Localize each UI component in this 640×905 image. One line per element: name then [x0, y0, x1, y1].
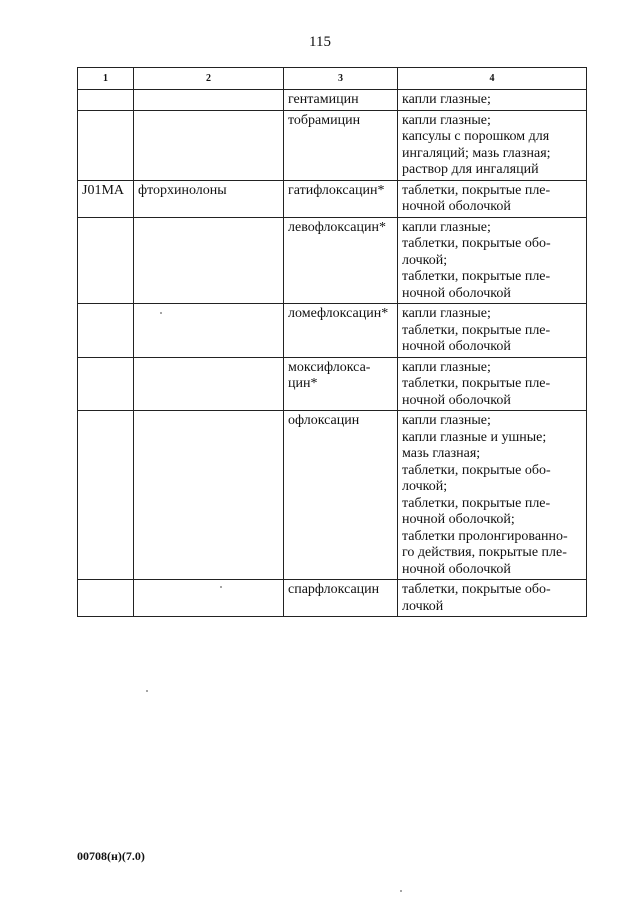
page-number: 115	[309, 34, 331, 50]
drug-name-cell	[284, 580, 398, 617]
dosage-form-line: раствор для ингаляций	[402, 162, 539, 177]
dosage-form-line: лочкой;	[402, 252, 448, 268]
dosage-form-line: капли глазные;	[402, 219, 491, 235]
atc-code-cell	[78, 580, 134, 617]
drug-group-cell	[134, 580, 284, 617]
drug-name-line: гатифлоксацин*	[288, 182, 385, 198]
drug-name-cell	[284, 357, 398, 411]
drug-name-line: ломефлоксацин*	[288, 306, 389, 321]
drug-name-cell	[284, 411, 398, 580]
dosage-form-line: таблетки, покрытые обо-	[402, 462, 551, 478]
dosage-form-line: капли глазные и ушные;	[402, 429, 547, 445]
table-row	[78, 180, 587, 217]
column-header: 1	[78, 68, 134, 90]
drug-name-cell	[284, 180, 398, 217]
drug-group-cell	[134, 110, 284, 180]
dosage-form-line: таблетки пролонгированно-	[402, 528, 568, 544]
dosage-form-line: капли глазные;	[402, 112, 491, 128]
column-header: 2	[134, 68, 284, 90]
drug-name-line: цин*	[288, 376, 318, 391]
atc-code-cell: J01MA	[78, 180, 134, 217]
dosage-forms-cell	[398, 180, 587, 217]
scan-speck	[160, 312, 162, 314]
dosage-forms-cell	[398, 580, 587, 617]
dosage-form-line: таблетки, покрытые пле-	[402, 269, 551, 284]
dosage-form-line: таблетки, покрытые пле-	[402, 376, 551, 391]
dosage-form-line: таблетки, покрытые пле-	[402, 322, 551, 338]
drug-group-cell	[134, 357, 284, 411]
table-row	[78, 304, 587, 358]
table-row	[78, 411, 587, 580]
drug-group-cell	[134, 411, 284, 580]
atc-code-cell	[78, 357, 134, 411]
dosage-forms-cell	[398, 357, 587, 411]
dosage-form-line: ночной оболочкой	[402, 339, 511, 354]
scan-speck	[146, 690, 148, 692]
dosage-forms-cell	[398, 90, 587, 111]
atc-code-cell	[78, 110, 134, 180]
dosage-form-line: мазь глазная;	[402, 446, 481, 461]
table-row	[78, 110, 587, 180]
atc-code-cell	[78, 411, 134, 580]
drug-name-cell	[284, 217, 398, 304]
header-row	[78, 68, 587, 90]
dosage-forms-cell	[398, 304, 587, 358]
dosage-form-line: капли глазные;	[402, 306, 491, 321]
drug-name-line: офлоксацин	[288, 413, 360, 428]
dosage-form-line: ночной оболочкой	[402, 561, 511, 577]
drug-group-cell	[134, 217, 284, 304]
dosage-forms-cell	[398, 411, 587, 580]
atc-code-cell	[78, 304, 134, 358]
table-row	[78, 90, 587, 111]
drug-group-cell: фторхинолоны	[134, 180, 284, 217]
drug-name-line: левофлоксацин*	[288, 219, 386, 235]
table-row	[78, 217, 587, 304]
drug-name-line: моксифлокса-	[288, 359, 371, 375]
dosage-form-line: таблетки, покрытые пле-	[402, 182, 551, 198]
dosage-form-line: таблетки, покрытые обо-	[402, 582, 551, 597]
dosage-form-line: лочкой	[402, 598, 444, 614]
column-header: 4	[398, 68, 587, 90]
dosage-form-line: го действия, покрытые пле-	[402, 545, 567, 560]
dosage-forms-cell	[398, 110, 587, 180]
drug-group-cell	[134, 90, 284, 111]
dosage-form-line: ночной оболочкой;	[402, 512, 515, 527]
dosage-form-line: капсулы с порошком для	[402, 129, 550, 144]
dosage-form-line: ночной оболочкой	[402, 392, 511, 408]
drug-name-line: спарфлоксацин	[288, 582, 380, 597]
dosage-form-line: ночной оболочкой	[402, 199, 511, 214]
document-code: 00708(н)(7.0)	[77, 849, 145, 863]
dosage-form-line: капли глазные;	[402, 413, 491, 428]
dosage-form-line: капли глазные;	[402, 359, 491, 375]
dosage-form-line: таблетки, покрытые обо-	[402, 236, 551, 251]
table-body	[78, 90, 587, 617]
atc-code-cell	[78, 217, 134, 304]
drug-table	[77, 67, 587, 617]
dosage-form-line: ингаляций; мазь глазная;	[402, 145, 551, 161]
column-header: 3	[284, 68, 398, 90]
drug-name-cell	[284, 110, 398, 180]
drug-name-cell	[284, 90, 398, 111]
dosage-form-line: ночной оболочкой	[402, 285, 511, 301]
dosage-form-line: капли глазные;	[402, 92, 491, 107]
atc-code-cell	[78, 90, 134, 111]
scan-speck	[400, 890, 402, 892]
dosage-forms-cell	[398, 217, 587, 304]
drug-name-line: гентамицин	[288, 92, 359, 107]
dosage-form-line: лочкой;	[402, 479, 448, 494]
scan-speck	[220, 586, 222, 588]
table-row	[78, 357, 587, 411]
drug-group-cell	[134, 304, 284, 358]
drug-name-line: тобрамицин	[288, 112, 361, 128]
dosage-form-line: таблетки, покрытые пле-	[402, 495, 551, 511]
table-row	[78, 580, 587, 617]
drug-name-cell	[284, 304, 398, 358]
